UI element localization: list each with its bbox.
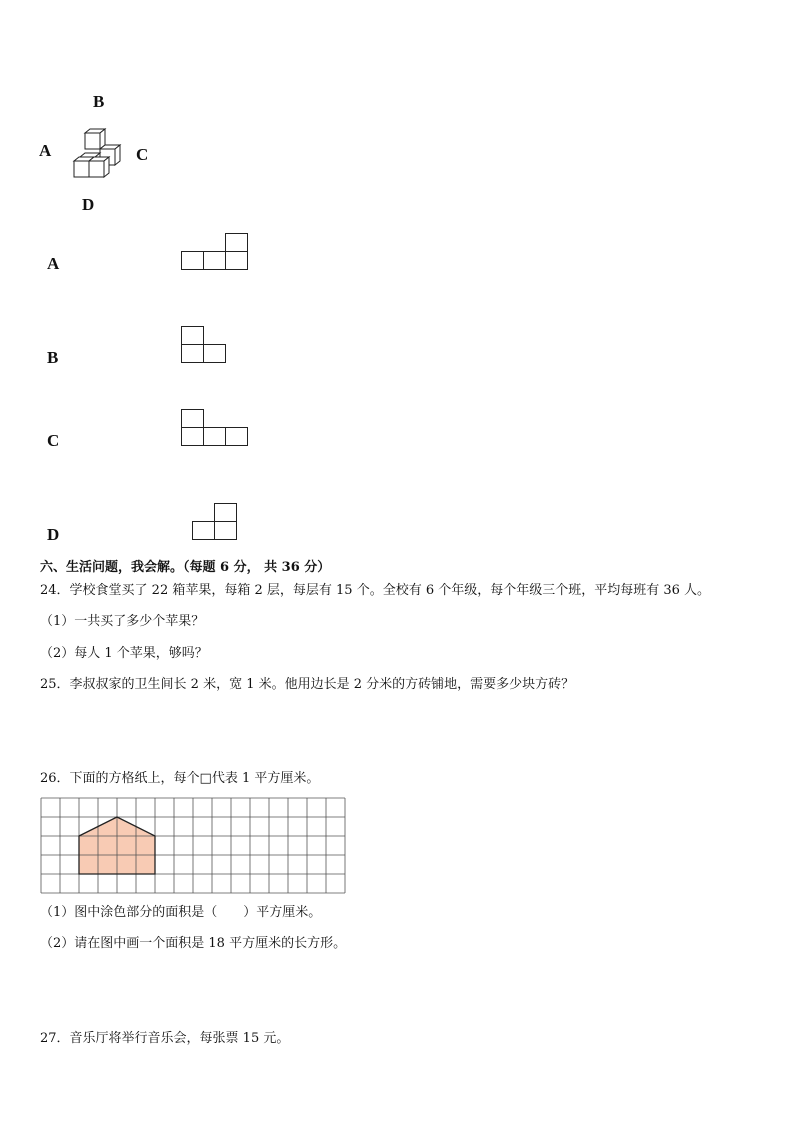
question-26-part-1: （1）图中涂色部分的面积是（ ）平方厘米。: [40, 905, 322, 920]
cube-stack-figure: [70, 125, 130, 185]
option-a-label: A: [47, 254, 60, 273]
view-label-d: D: [82, 195, 95, 214]
question-24-stem: 24．学校食堂买了 22 箱苹果，每箱 2 层，每层有 15 个。全校有 6 个年级，每个年级三个班，平均每班有 36 人。: [40, 583, 711, 598]
option-d-shape: [192, 502, 242, 542]
option-c-label: C: [47, 431, 60, 450]
question-26-stem: 26．下面的方格纸上，每个□代表 1 平方厘米。: [40, 771, 320, 786]
section-heading: 六、生活问题，我会解。（每题 6 分， 共 36 分）: [40, 560, 331, 575]
option-a-shape: [181, 232, 251, 272]
square-grid-paper: [40, 797, 346, 893]
question-24-part-2: （2）每人 1 个苹果，够吗？: [40, 646, 208, 661]
option-d-label: D: [47, 525, 60, 544]
question-24-part-1: （1）一共买了多少个苹果？: [40, 614, 205, 629]
view-label-a: A: [39, 141, 52, 160]
option-c-shape: [181, 408, 253, 448]
view-label-c: C: [136, 145, 149, 164]
question-27-stem: 27．音乐厅将举行音乐会，每张票 15 元。: [40, 1031, 290, 1046]
option-b-label: B: [47, 348, 59, 367]
option-b-shape: [181, 325, 231, 365]
question-25-stem: 25．李叔叔家的卫生间长 2 米，宽 1 米。他用边长是 2 分米的方砖铺地，需要多少块方砖？: [40, 677, 575, 692]
view-label-b: B: [93, 92, 105, 111]
question-26-part-2: （2）请在图中画一个面积是 18 平方厘米的长方形。: [40, 936, 347, 951]
